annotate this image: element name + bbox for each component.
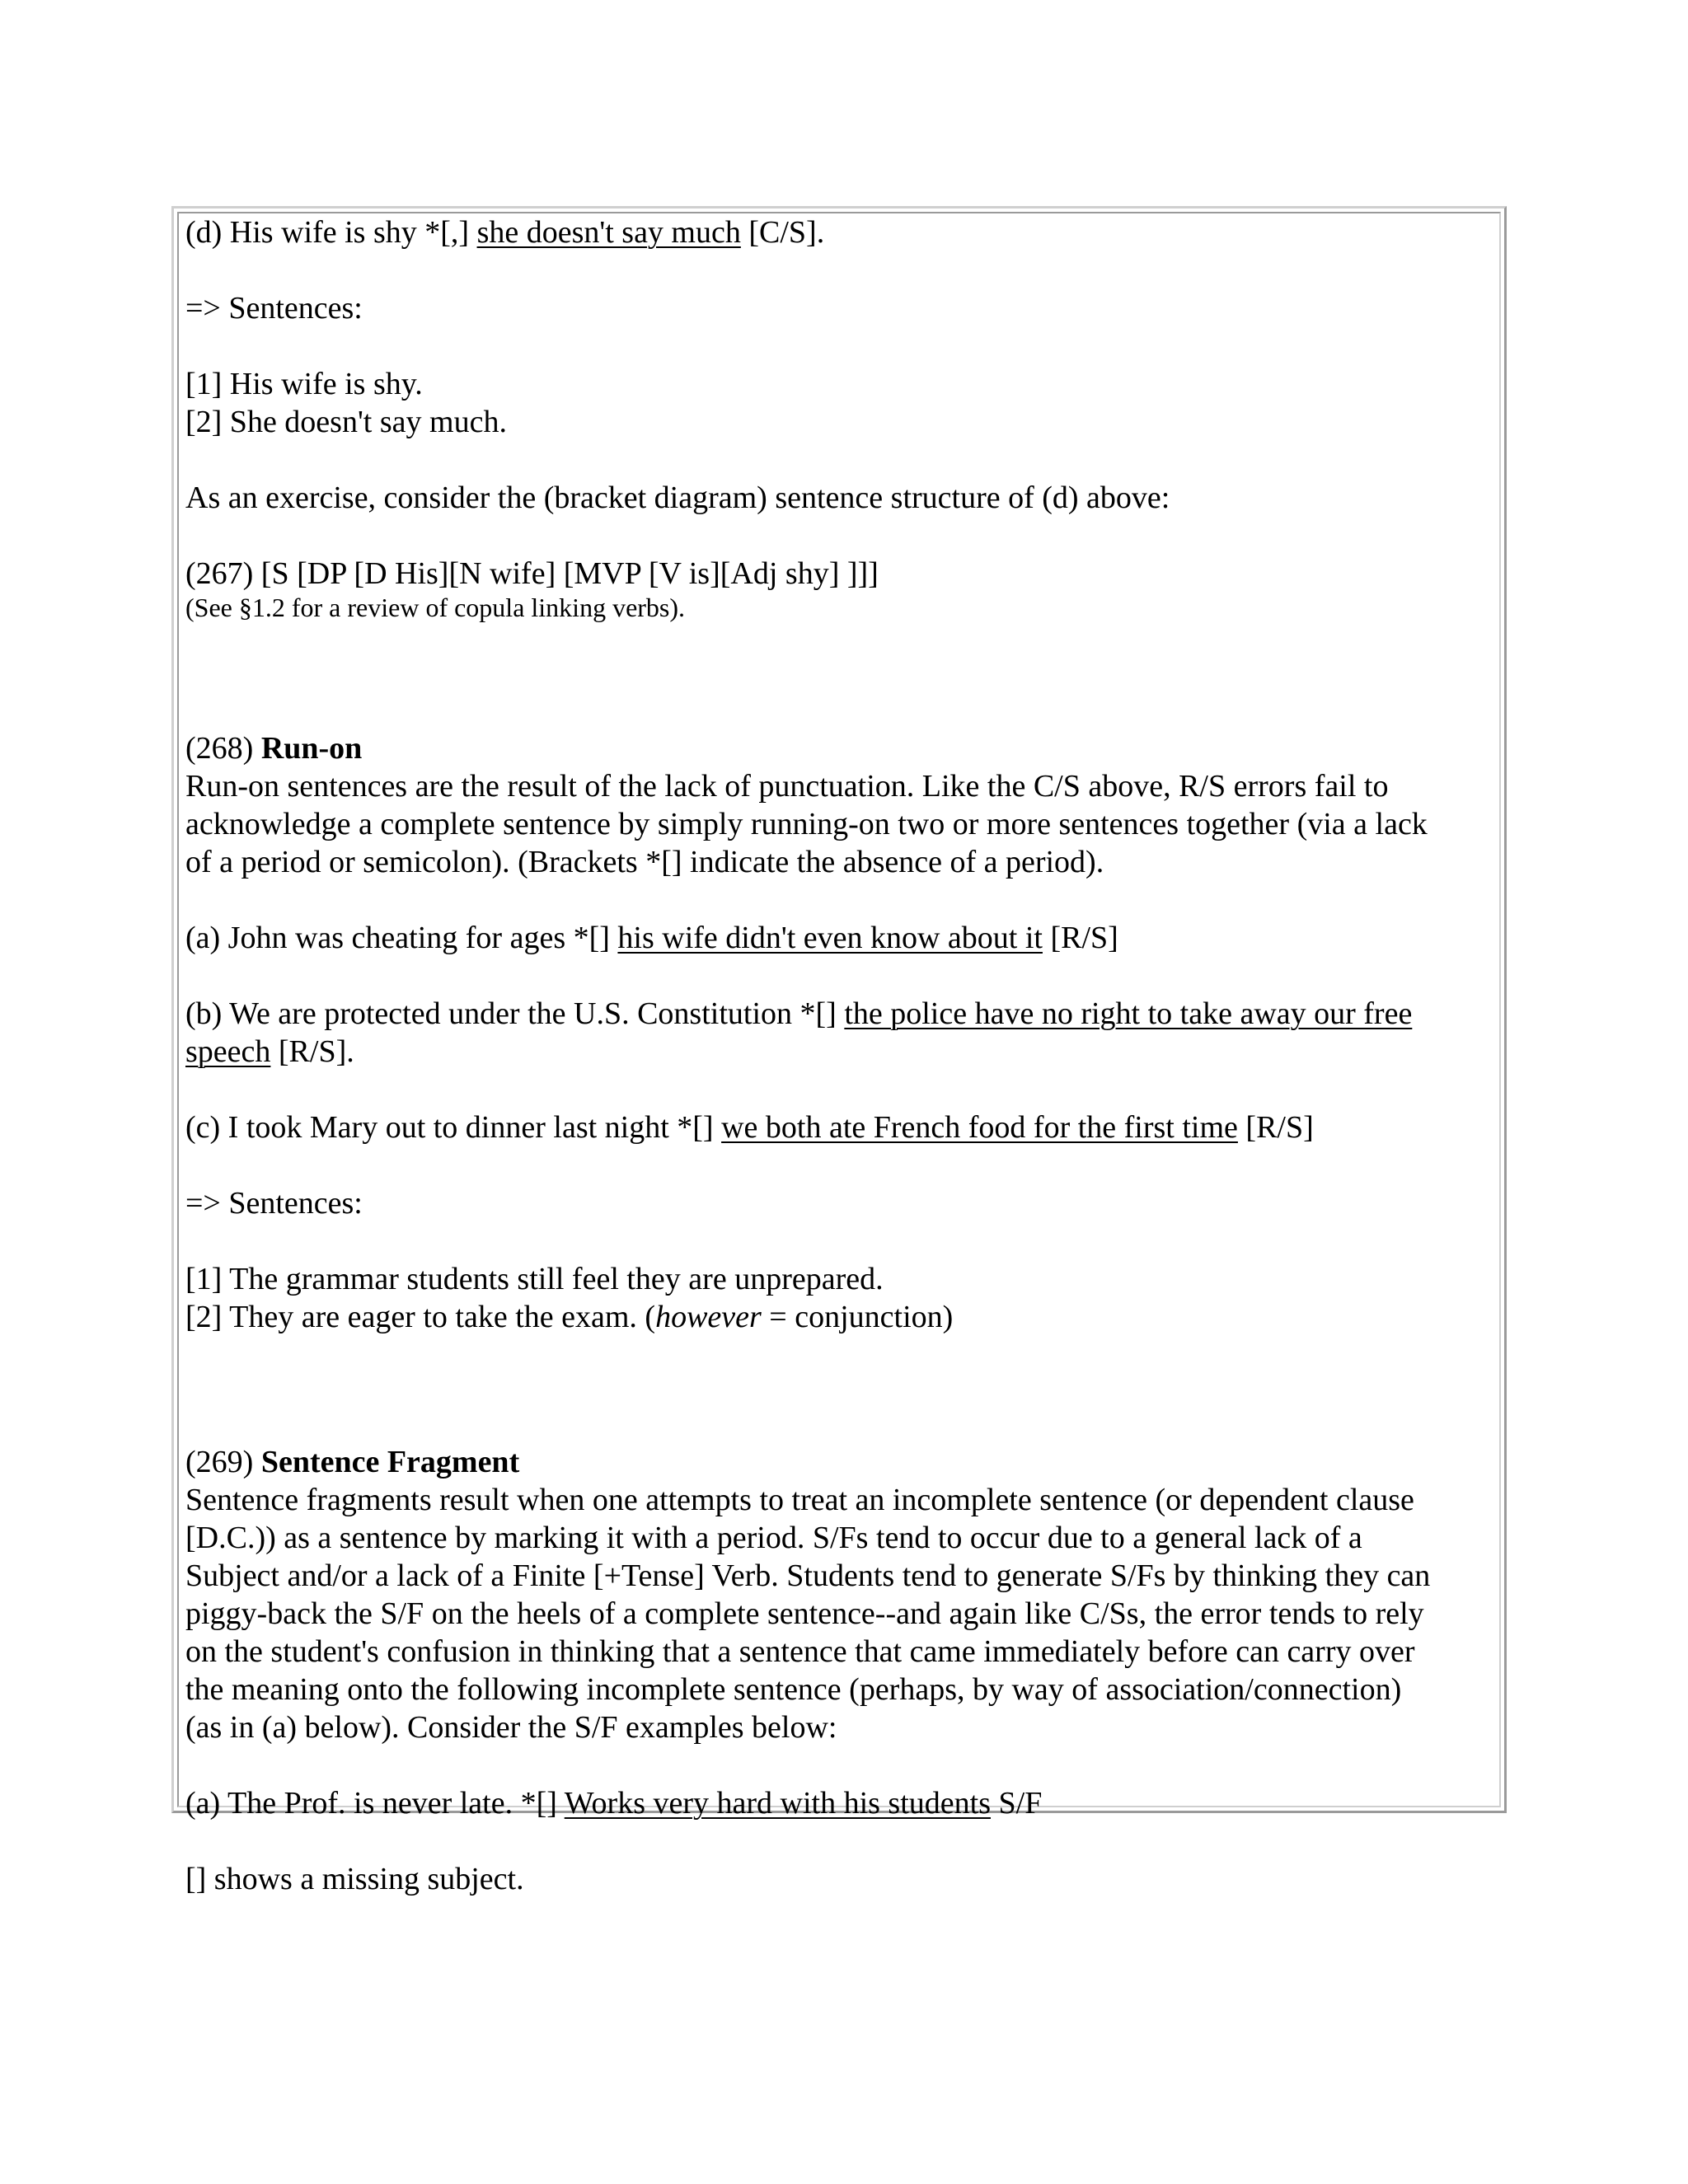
sentence-text: [2] They are eager to take the exam. ( (185, 1300, 656, 1334)
exercise-text: As an exercise, consider the (bracket diagram) sentence structure of (d) above: (185, 480, 1170, 515)
sentence-2: [2] She doesn't say much. (185, 405, 507, 439)
paragraph-line: [D.C.)) as a sentence by marking it with a period. S/Fs tend to occur due to a general lack of a (185, 1521, 1362, 1555)
example-text: (a) John was cheating for ages *[] (185, 921, 618, 955)
example-tag: [R/S] (1042, 921, 1118, 955)
copula-note: (See §1.2 for a review of copula linking verbs). (185, 593, 686, 622)
paragraph-line: Subject and/or a lack of a Finite [+Tense] Verb. Students tend to generate S/Fs by thinking they can (185, 1558, 1431, 1593)
example-b-continued (185, 1033, 1491, 1071)
example-text: (c) I took Mary out to dinner last night *[] (185, 1110, 722, 1145)
section-title: Sentence Fragment (260, 1445, 520, 1479)
paragraph-line: on the student's confusion in thinking that a sentence that came immediately before can carry over (185, 1634, 1415, 1669)
sentence-2 (185, 1298, 1491, 1336)
example-underlined: we both ate French food for the first time (721, 1110, 1238, 1145)
sentence-1: [1] His wife is shy. (185, 367, 423, 401)
sentences-heading: => Sentences: (185, 291, 363, 326)
paragraph-line: Sentence fragments result when one attempts to treat an incomplete sentence (or dependent clause (185, 1483, 1414, 1517)
example-underlined: speech (185, 1034, 271, 1069)
example-tag: [R/S]. (270, 1034, 354, 1069)
example-d-tag: [C/S]. (740, 215, 825, 250)
example-tag: [R/S] (1237, 1110, 1314, 1145)
section-268-heading (185, 729, 1491, 767)
example-underlined: his wife didn't even know about it (617, 921, 1043, 955)
example-d-underlined: she doesn't say much (476, 215, 741, 250)
paragraph-line: of a period or semicolon). (Brackets *[] indicate the absence of a period). (185, 845, 1104, 879)
sentence-italic: however (655, 1300, 762, 1334)
content-cell (177, 212, 1501, 1896)
section-number: (268) (185, 731, 261, 766)
missing-subject-note: [] shows a missing subject. (185, 1862, 524, 1896)
paragraph-line: acknowledge a complete sentence by simply running-on two or more sentences together (via a lack (185, 807, 1428, 841)
content-frame (171, 206, 1507, 1896)
section-number: (269) (185, 1445, 261, 1479)
example-d (185, 213, 1491, 251)
example-text: (a) The Prof. is never late. *[] (185, 1786, 565, 1821)
section-title: Run-on (260, 731, 363, 766)
example-d-text: (d) His wife is shy *[,] (185, 215, 477, 250)
example-b (185, 995, 1491, 1033)
paragraph-line: Run-on sentences are the result of the lack of punctuation. Like the C/S above, R/S errors fail to (185, 769, 1389, 804)
example-tag: S/F (991, 1786, 1043, 1821)
sentences-heading: => Sentences: (185, 1186, 363, 1221)
section-269-heading (185, 1443, 1491, 1481)
sentence-text: = conjunction) (761, 1300, 954, 1334)
example-underlined: Works very hard with his students (564, 1786, 991, 1821)
paragraph-line: piggy-back the S/F on the heels of a complete sentence--and again like C/Ss, the error tends to rely (185, 1596, 1424, 1631)
sentence-1: [1] The grammar students still feel they are unprepared. (185, 1262, 884, 1296)
example-a (185, 1784, 1491, 1822)
paragraph-line: the meaning onto the following incomplete sentence (perhaps, by way of association/connection) (185, 1672, 1402, 1707)
paragraph-line: (as in (a) below). Consider the S/F examples below: (185, 1710, 837, 1745)
example-a (185, 919, 1491, 957)
example-underlined: the police have no right to take away our free (844, 996, 1413, 1031)
example-c (185, 1108, 1491, 1146)
bracket-diagram: (267) [S [DP [D His][N wife] [MVP [V is][Adj shy] ]]] (185, 556, 879, 591)
example-text: (b) We are protected under the U.S. Constitution *[] (185, 996, 845, 1031)
